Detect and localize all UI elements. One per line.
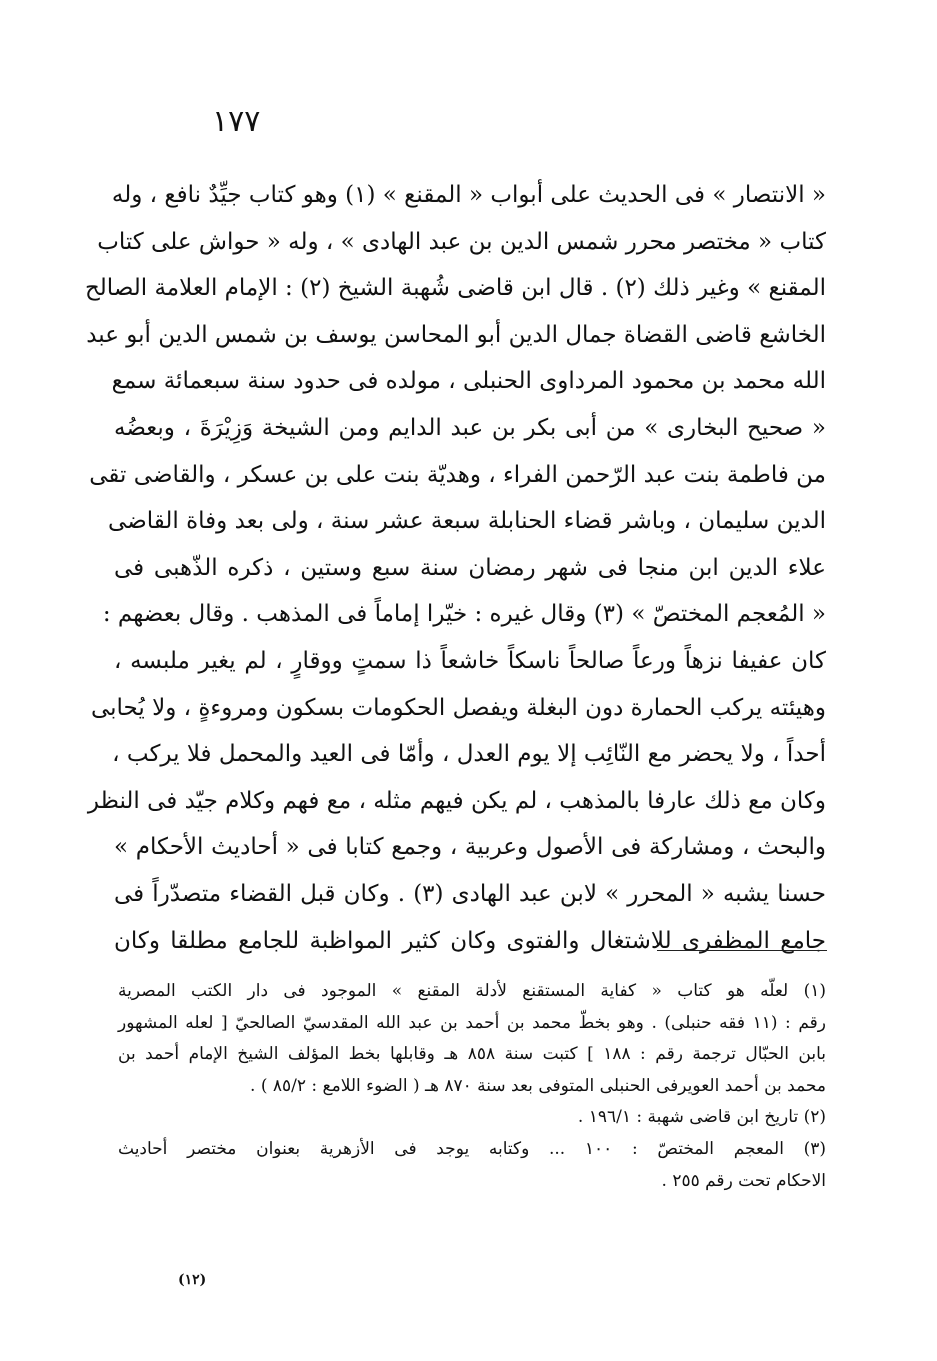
footnote-line: (٢) تاريخ ابن قاضى شهبة : ١٩٦/١ . <box>577 1107 826 1128</box>
body-line: الدين سليمان ، وباشر قضاء الحنابلة سبعة عشر سنة ، ولى بعد وفاة القاضى <box>108 508 826 535</box>
body-text <box>84 172 826 964</box>
footnote-line: (٣) المعجم المختصّ : ١٠٠ ... وكتابه يوجد فى الأزهرية بعنوان مختصر أحاديث <box>118 1138 827 1159</box>
body-line: علاء الدين ابن منجا فى شهر رمضان سنة سبع وستين ، ذكره الذّهبى فى <box>114 554 826 581</box>
body-line: الخاشع قاضى القضاة جمال الدين أبو المحاسن يوسف بن شمس الدين أبو عبد <box>86 321 826 348</box>
body-line: الله محمد بن محمود المرداوى الحنبلى ، مولده فى حدود سنة سبعمائة سمع <box>111 368 826 395</box>
footnote-line: (١) لعلّه هو كتاب « كفاية المستقنع لأدلة المقنع » الموجود فى دار الكتب المصرية <box>118 981 826 1001</box>
body-line: كتاب « مختصر محرر شمس الدين بن عبد الهادى » ، وله « حواش على كتاب <box>97 228 826 255</box>
body-line: حسنا يشبه « المحرر » لابن عبد الهادى (٣) . وكان قبل القضاء متصدّراً فى <box>114 880 826 907</box>
footnote-divider <box>657 950 827 951</box>
body-line: « صحيح البخارى » من أبى بكر بن عبد الدايم ومن الشيخة وَزِيْرَةَ ، وبعضُه <box>114 414 826 441</box>
body-line: وكان مع ذلك عارفا بالمذهب ، لم يكن فيهم مثله ، مع فهم وكلام جيّد فى النظر <box>87 787 826 814</box>
body-line: جامع المظفرى للاشتغال والفتوى وكان كثير المواظبة للجامع مطلقا وكان <box>114 927 826 954</box>
page-number: ١٧٧ <box>212 104 261 139</box>
body-line: أحداً ، ولا يحضر مع النّائِب إلا يوم العدل ، وأمّا فى العيد والمحمل فلا يركب ، <box>112 741 826 768</box>
body-line: المقنع » وغير ذلك (٢) . قال ابن قاضى شُهبة الشيخ (٢) : الإمام العلامة الصالح <box>84 275 826 302</box>
signature-mark: (١٢) <box>178 1272 207 1288</box>
footnote-line: بابن الحبّال ترجمة رقم : ١٨٨ ] كتبت سنة ٨٥٨ هـ وقابلها بخط المؤلف الشيخ الإمام أحمد بن <box>118 1044 826 1065</box>
body-line: « المُعجم المختصّ » (٣) وقال غيره : خيّرا إماماً فى المذهب . وقال بعضهم : <box>102 601 826 628</box>
body-line: كان عفيفا نزهاً ورعاً صالحاً ناسكاً خاشعاً ذا سمتٍ ووقارٍ ، لم يغير ملبسه ، <box>114 647 826 674</box>
footnote-line: محمد بن أحمد العويرفى الحنبلى المتوفى بعد سنة ٨٧٠ هـ ( الضوء اللامع : ٨٥/٢ ) . <box>250 1075 826 1096</box>
body-line: « الانتصار » فى الحديث على أبواب « المقنع » (١) وهو كتاب جيِّدٌ نافع ، وله <box>111 182 826 208</box>
footnotes <box>118 976 826 1197</box>
body-line: والبحث ، ومشاركة فى الأصول وعربية ، وجمع كتابا فى « أحاديث الأحكام » <box>114 834 826 861</box>
footnote-line: الاحكام تحت رقم ٢٥٥ . <box>661 1170 826 1191</box>
body-line: وهيئته يركب الحمارة دون البغلة ويفصل الحكومات بسكون ومروءةٍ ، ولا يُحابى <box>90 694 826 721</box>
body-line: من فاطمة بنت عبد الرّحمن الفراء ، وهديّة بنت على بن عسكر ، والقاضى تقى <box>89 461 826 488</box>
footnote-line: رقم : (١١ فقه حنبلى) . وهو بخطّ محمد بن أحمد بن عبد الله المقدسيّ الصالحيّ [ لعله المشهور <box>118 1012 826 1033</box>
